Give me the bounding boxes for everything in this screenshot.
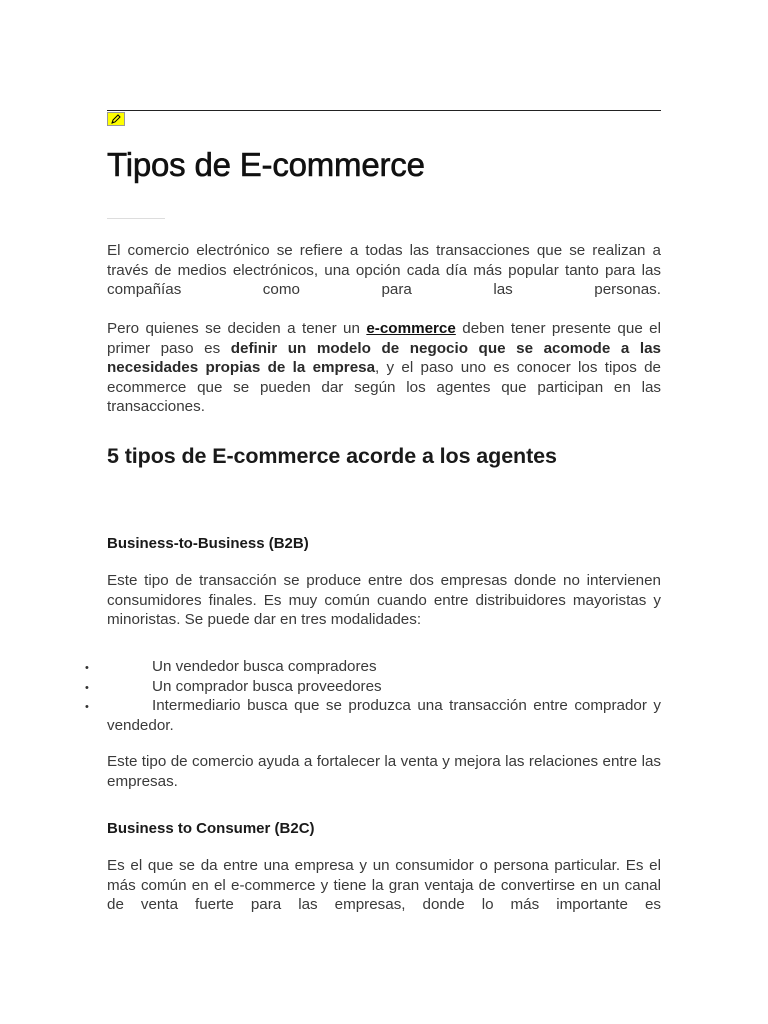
list-item — [85, 657, 661, 677]
b2c-heading: Business to Consumer (B2C) — [107, 820, 315, 837]
title-underline — [107, 218, 165, 219]
list-item-text: Intermediario busca que se produzca una transacción entre comprador y vendedor. — [107, 697, 661, 734]
bullet-icon: • — [85, 681, 89, 694]
b2b-bullet-list — [85, 657, 661, 735]
section-heading: 5 tipos de E-commerce acorde a los agentes — [107, 444, 557, 468]
page-title: Tipos de E-commerce — [107, 146, 425, 183]
intro-paragraph-2 — [107, 319, 661, 417]
b2b-paragraph-2: Este tipo de comercio ayuda a fortalecer la venta y mejora las relaciones entre las empresas. — [107, 753, 661, 790]
intro-paragraph: El comercio electrónico se refiere a todas las transacciones que se realizan a través de medios electrónicos, una opción cada día más popular tanto para las compañías como para las personas. — [107, 242, 661, 299]
b2b-paragraph: Este tipo de transacción se produce entre dos empresas donde no intervienen consumidores finales. Es muy común cuando entre distribuidores mayoristas y minoristas. Se puede dar en tres modalidades: — [107, 572, 661, 629]
b2c-paragraph: Es el que se da entre una empresa y un consumidor o persona particular. Es el más común en el e-commerce y tiene la gran ventaja de convertirse en un canal de venta fuerte para las empresas, donde lo más importante es — [107, 857, 661, 914]
list-item-text: Un vendedor busca compradores — [152, 658, 377, 675]
intro-bold-text: definir un modelo de negocio que se acomode a las necesidades propias de la empresa — [107, 339, 661, 377]
list-item — [85, 677, 661, 697]
edit-pen-icon[interactable] — [107, 112, 125, 126]
bullet-icon: • — [85, 701, 89, 714]
intro-text-part1: Pero quienes se deciden a tener un — [107, 320, 367, 337]
list-item-text: Un comprador busca proveedores — [152, 677, 382, 695]
bullet-icon: • — [85, 662, 89, 674]
intro-text-part3: , y el paso uno es conocer los tipos de ecommerce que se pueden dar según los agentes que participan en las transacciones. — [107, 359, 661, 416]
ecommerce-link[interactable]: e-commerce — [366, 320, 456, 337]
top-divider — [107, 110, 661, 111]
list-item — [85, 696, 661, 735]
intro-text-part2: deben tener presente que el primer paso es — [107, 320, 661, 357]
b2b-heading: Business-to-Business (B2B) — [107, 535, 309, 552]
